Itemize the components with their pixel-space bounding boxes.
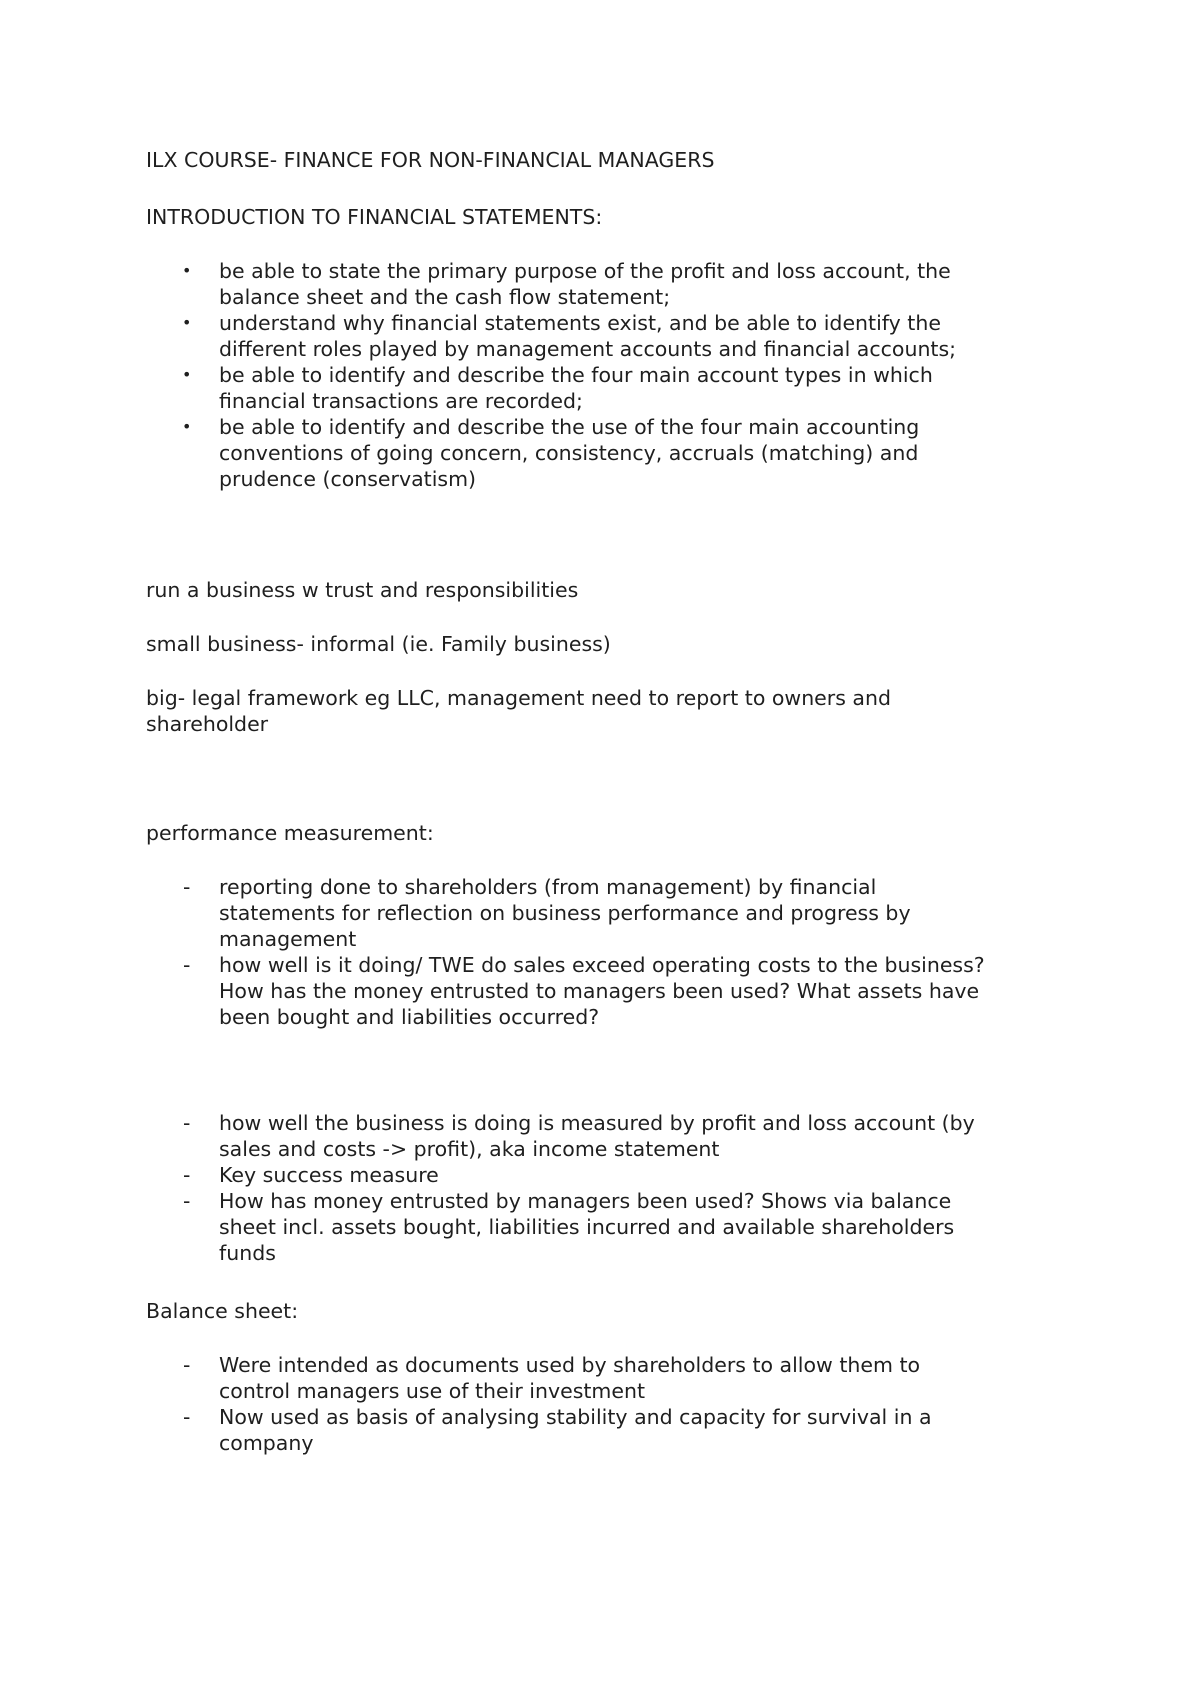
list-item-line: how well the business is doing is measured by profit and loss account (by [219,1111,975,1135]
measure-list [0,1110,975,1266]
balance-heading: Balance sheet: [146,1299,299,1323]
list-item-line: be able to state the primary purpose of the profit and loss account, the [219,259,951,283]
performance-heading: performance measurement: [146,821,434,845]
note-paragraph: run a business w trust and responsibilities [146,578,579,602]
list-item-line: prudence (conservatism) [219,467,477,491]
list-item [0,952,985,1030]
list-item-line: be able to identify and describe the use of the four main accounting [219,415,920,439]
list-item-line: different roles played by management accounts and financial accounts; [219,337,957,361]
list-item-line: How has the money entrusted to managers been used? What assets have [219,979,980,1003]
note-line: shareholder [146,712,269,736]
list-item-line: reporting done to shareholders (from management) by financial [219,875,877,899]
list-item-line: Key success measure [219,1163,439,1187]
bullet-icon: • [182,417,192,436]
dash-marker: - [183,1189,191,1213]
list-item [0,362,956,414]
list-item [0,414,956,492]
note-paragraph: small business- informal (ie. Family business) [146,632,611,656]
objectives-list [0,258,956,492]
bullet-icon: • [182,261,192,280]
list-item [0,258,956,310]
list-item-line: funds [219,1241,276,1265]
list-item [0,310,956,362]
list-item-line: sales and costs -> profit), aka income statement [219,1137,720,1161]
list-item [0,874,985,952]
list-item-line: been bought and liabilities occurred? [219,1005,600,1029]
list-item-line: balance sheet and the cash flow statement; [219,285,671,309]
list-item [0,1352,932,1404]
list-item-line: management [219,927,357,951]
note-line: big- legal framework eg LLC, management need to report to owners and [146,686,891,710]
list-item [0,1404,932,1456]
bullet-icon: • [182,365,192,384]
list-item [0,1188,975,1266]
document-title: ILX COURSE- FINANCE FOR NON-FINANCIAL MANAGERS [146,148,715,172]
dash-marker: - [183,1111,191,1135]
note-paragraph [146,685,891,737]
list-item-line: understand why financial statements exist, and be able to identify the [219,311,941,335]
list-item-line: Were intended as documents used by shareholders to allow them to [219,1353,921,1377]
list-item-line: be able to identify and describe the four main account types in which [219,363,933,387]
list-item-line: company [219,1431,314,1455]
list-item-line: how well is it doing/ TWE do sales exceed operating costs to the business? [219,953,985,977]
list-item-line: Now used as basis of analysing stability and capacity for survival in a [219,1405,932,1429]
list-item-line: control managers use of their investment [219,1379,646,1403]
list-item-line: conventions of going concern, consistency, accruals (matching) and [219,441,919,465]
list-item [0,1162,975,1188]
intro-heading: INTRODUCTION TO FINANCIAL STATEMENTS: [146,205,603,229]
dash-marker: - [183,875,191,899]
dash-marker: - [183,1163,191,1187]
list-item-line: sheet incl. assets bought, liabilities incurred and available shareholders [219,1215,955,1239]
list-item-line: statements for reflection on business performance and progress by [219,901,911,925]
list-item-line: financial transactions are recorded; [219,389,583,413]
bullet-icon: • [182,313,192,332]
dash-marker: - [183,953,191,977]
balance-list [0,1352,932,1456]
list-item-line: How has money entrusted by managers been used? Shows via balance [219,1189,952,1213]
dash-marker: - [183,1353,191,1377]
list-item [0,1110,975,1162]
dash-marker: - [183,1405,191,1429]
performance-list [0,874,985,1030]
